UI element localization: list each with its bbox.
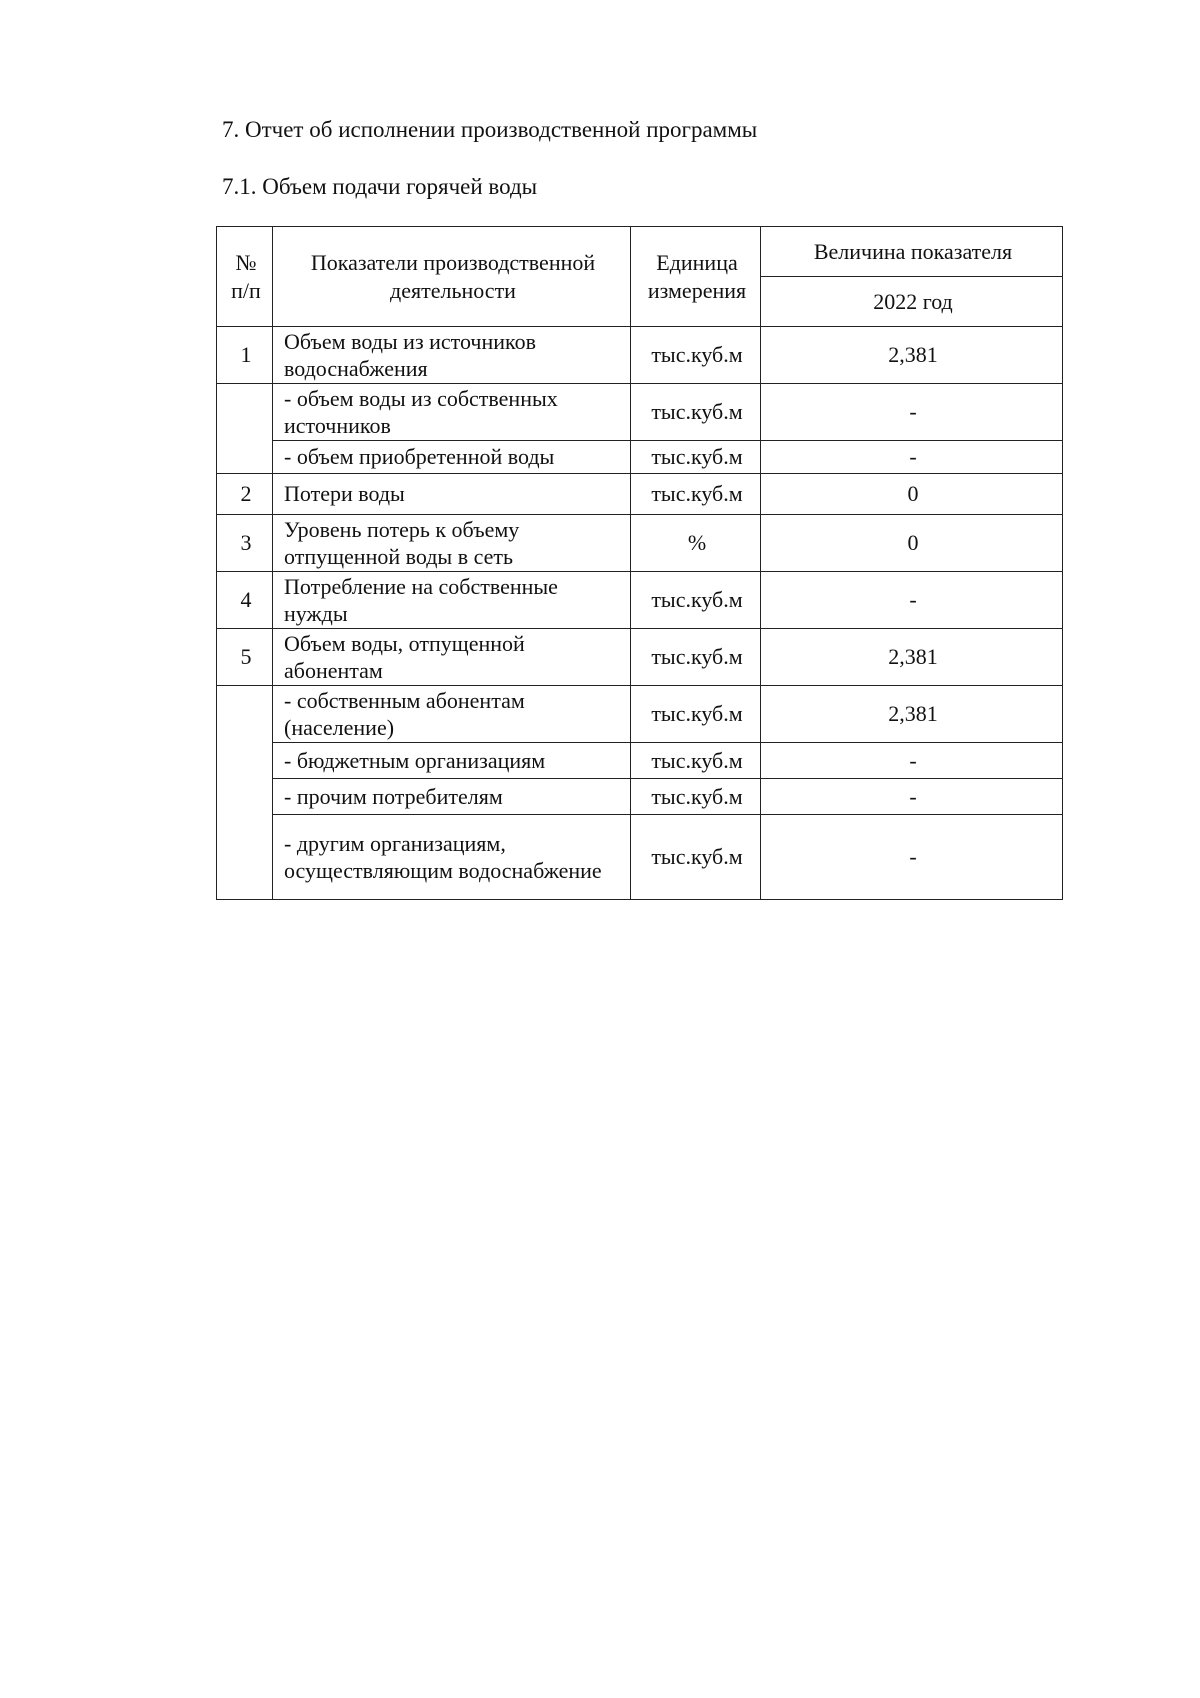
row-num: 3 xyxy=(217,515,273,572)
table-row xyxy=(217,779,1063,815)
table-row xyxy=(217,441,1063,474)
row-unit: тыс.куб.м xyxy=(631,815,761,900)
row-indicator: - объем приобретенной воды xyxy=(273,441,631,474)
row-value: 0 xyxy=(761,474,1063,515)
row-unit: тыс.куб.м xyxy=(631,779,761,815)
row-unit: % xyxy=(631,515,761,572)
table-row xyxy=(217,384,1063,441)
row-num: 4 xyxy=(217,572,273,629)
row-unit: тыс.куб.м xyxy=(631,384,761,441)
row-unit: тыс.куб.м xyxy=(631,474,761,515)
section-heading: 7. Отчет об исполнении производственной программы xyxy=(222,117,758,142)
row-unit: тыс.куб.м xyxy=(631,572,761,629)
row-num xyxy=(217,384,273,474)
header-unit: Единица измерения xyxy=(631,227,761,327)
row-unit: тыс.куб.м xyxy=(631,441,761,474)
table-row xyxy=(217,474,1063,515)
row-unit: тыс.куб.м xyxy=(631,743,761,779)
row-indicator: - объем воды из собственных источников xyxy=(273,384,631,441)
row-unit: тыс.куб.м xyxy=(631,327,761,384)
row-indicator: Объем воды из источников водоснабжения xyxy=(273,327,631,384)
table-row xyxy=(217,686,1063,743)
subsection-heading: 7.1. Объем подачи горячей воды xyxy=(222,174,538,199)
table-row xyxy=(217,629,1063,686)
row-indicator: Уровень потерь к объему отпущенной воды в сеть xyxy=(273,515,631,572)
row-num xyxy=(217,686,273,900)
row-indicator: Потребление на собственные нужды xyxy=(273,572,631,629)
table-header xyxy=(217,227,1063,327)
row-indicator: Потери воды xyxy=(273,474,631,515)
row-value: - xyxy=(761,815,1063,900)
row-value: 2,381 xyxy=(761,327,1063,384)
table-row xyxy=(217,515,1063,572)
header-num: № п/п xyxy=(217,227,273,327)
table-row xyxy=(217,743,1063,779)
table-row xyxy=(217,327,1063,384)
row-num: 5 xyxy=(217,629,273,686)
row-unit: тыс.куб.м xyxy=(631,686,761,743)
row-value: - xyxy=(761,779,1063,815)
row-value: - xyxy=(761,384,1063,441)
row-num: 2 xyxy=(217,474,273,515)
row-num: 1 xyxy=(217,327,273,384)
row-value: 0 xyxy=(761,515,1063,572)
row-indicator: Объем воды, отпущенной абонентам xyxy=(273,629,631,686)
row-indicator: - собственным абонентам (население) xyxy=(273,686,631,743)
row-indicator: - бюджетным организациям xyxy=(273,743,631,779)
row-indicator: - прочим потребителям xyxy=(273,779,631,815)
row-value: - xyxy=(761,572,1063,629)
production-program-table xyxy=(216,226,1063,900)
row-indicator: - другим организациям, осуществляющим водоснабжение xyxy=(273,815,631,900)
header-year: 2022 год xyxy=(761,277,1063,327)
row-value: 2,381 xyxy=(761,629,1063,686)
header-value: Величина показателя xyxy=(761,227,1063,277)
row-value: - xyxy=(761,743,1063,779)
row-value: 2,381 xyxy=(761,686,1063,743)
row-unit: тыс.куб.м xyxy=(631,629,761,686)
header-indicator: Показатели производственной деятельности xyxy=(273,227,631,327)
table-row xyxy=(217,815,1063,900)
table-row xyxy=(217,572,1063,629)
row-value: - xyxy=(761,441,1063,474)
